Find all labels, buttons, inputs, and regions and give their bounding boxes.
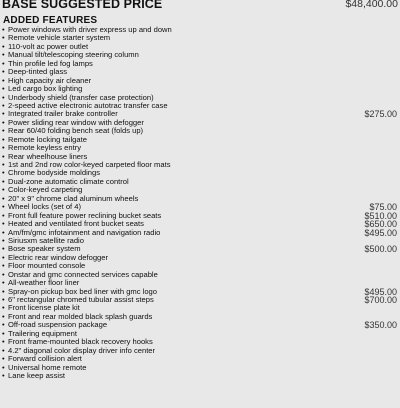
feature-name: Heated and ventilated front bucket seats <box>8 219 144 229</box>
bullet-icon: • <box>2 33 5 43</box>
feature-name: Power sliding rear window with defogger <box>8 117 144 127</box>
feature-name: Remote vehicle starter system <box>8 33 111 43</box>
bullet-icon: • <box>2 354 5 364</box>
feature-price: $650.00 <box>364 219 397 230</box>
feature-price: $350.00 <box>364 320 397 331</box>
added-features-heading: ADDED FEATURES <box>3 15 98 26</box>
feature-name: Power windows with driver express up and down <box>8 25 172 34</box>
feature-name: Rear 60/40 folding bench seat (folds up) <box>8 126 144 136</box>
bullet-icon: • <box>2 41 5 51</box>
base-price-header <box>0 0 400 14</box>
bullet-icon: • <box>2 269 5 279</box>
feature-price: $275.00 <box>364 109 397 120</box>
bullet-icon: • <box>2 176 5 186</box>
feature-name: Chrome bodyside moldings <box>8 168 101 178</box>
bullet-icon: • <box>2 345 5 355</box>
feature-list <box>2 26 398 380</box>
feature-name: Floor mounted console <box>8 261 86 271</box>
feature-price: $495.00 <box>364 286 397 297</box>
feature-name: Underbody shield (transfer case protection) <box>8 92 154 102</box>
bullet-icon: • <box>2 58 5 68</box>
feature-name: Front full feature power reclining bucket seats <box>8 210 162 220</box>
feature-name: Onstar and gmc connected services capable <box>8 269 158 279</box>
base-price-title: BASE SUGGESTED PRICE <box>2 0 163 11</box>
feature-name: Lane keep assist <box>8 370 65 380</box>
bullet-icon: • <box>2 320 5 330</box>
bullet-icon: • <box>2 235 5 245</box>
bullet-icon: • <box>2 160 5 169</box>
feature-name: Universal home remote <box>8 362 87 372</box>
feature-price: $495.00 <box>364 227 397 238</box>
base-price-value: $48,400.00 <box>345 0 398 10</box>
feature-name: 4.2" diagonal color display driver info center <box>8 345 156 355</box>
feature-name: 20" x 9" chrome clad aluminum wheels <box>8 193 139 203</box>
bullet-icon: • <box>2 261 5 271</box>
bullet-icon: • <box>2 337 5 347</box>
feature-name: Remote keyless entry <box>8 143 82 153</box>
feature-name: 2-speed active electronic autotrac transfer case <box>8 100 168 110</box>
bullet-icon: • <box>2 278 5 288</box>
feature-name: Dual-zone automatic climate control <box>8 176 129 186</box>
bullet-icon: • <box>2 202 5 212</box>
feature-price: $700.00 <box>364 295 397 305</box>
bullet-icon: • <box>2 185 5 195</box>
bullet-icon: • <box>2 134 5 144</box>
bullet-icon: • <box>2 75 5 85</box>
feature-price: $75.00 <box>369 202 397 213</box>
feature-name: Thin profile led fog lamps <box>8 58 93 68</box>
feature-name: Rear wheelhouse liners <box>8 151 88 161</box>
bullet-icon: • <box>2 100 5 110</box>
feature-name: Bose speaker system <box>8 244 81 254</box>
bullet-icon: • <box>2 143 5 153</box>
bullet-icon: • <box>2 219 5 229</box>
feature-name: Am/fm/gmc infotainment and navigation radio <box>8 227 161 237</box>
feature-name: Electric rear window defogger <box>8 252 109 262</box>
bullet-icon: • <box>2 84 5 94</box>
feature-price: $510.00 <box>364 210 397 221</box>
bullet-icon: • <box>2 328 5 338</box>
bullet-icon: • <box>2 370 5 380</box>
feature-name: High capacity air cleaner <box>8 75 92 85</box>
feature-price: $500.00 <box>364 244 397 255</box>
feature-name: Integrated trailer brake controller <box>8 109 118 119</box>
bullet-icon: • <box>2 286 5 296</box>
feature-name: Trailering equipment <box>8 328 77 338</box>
bullet-icon: • <box>2 25 5 34</box>
bullet-icon: • <box>2 117 5 127</box>
feature-name: 6" rectangular chromed tubular assist steps <box>8 295 154 304</box>
feature-name: Spray-on pickup box bed liner with gmc logo <box>8 286 158 296</box>
bullet-icon: • <box>2 295 5 304</box>
feature-name: 1st and 2nd row color-keyed carpeted floor mats <box>8 160 171 169</box>
bullet-icon: • <box>2 227 5 237</box>
feature-name: Wheel locks (set of 4) <box>8 202 82 212</box>
feature-row <box>2 372 398 380</box>
feature-name: Remote locking tailgate <box>8 134 87 144</box>
bullet-icon: • <box>2 193 5 203</box>
bullet-icon: • <box>2 311 5 321</box>
bullet-icon: • <box>2 244 5 254</box>
bullet-icon: • <box>2 67 5 77</box>
bullet-icon: • <box>2 50 5 60</box>
bullet-icon: • <box>2 252 5 262</box>
feature-name: Deep-tinted glass <box>8 67 68 77</box>
feature-name: Front license plate kit <box>8 303 80 313</box>
bullet-icon: • <box>2 109 5 119</box>
feature-name: Manual tilt/telescoping steering column <box>8 50 139 60</box>
feature-name: 110-volt ac power outlet <box>8 41 89 51</box>
feature-name: All-weather floor liner <box>8 278 80 288</box>
bullet-icon: • <box>2 362 5 372</box>
bullet-icon: • <box>2 168 5 178</box>
feature-name: Color-keyed carpeting <box>8 185 83 195</box>
bullet-icon: • <box>2 210 5 220</box>
feature-name: Front frame-mounted black recovery hooks <box>8 337 153 347</box>
feature-name: Led cargo box lighting <box>8 84 83 94</box>
bullet-icon: • <box>2 151 5 161</box>
bullet-icon: • <box>2 92 5 102</box>
feature-name: Forward collision alert <box>8 354 82 364</box>
bullet-icon: • <box>2 303 5 313</box>
bullet-icon: • <box>2 126 5 136</box>
feature-name: Siriusxm satellite radio <box>8 235 84 245</box>
feature-name: Front and rear molded black splash guards <box>8 311 153 321</box>
feature-name: Off-road suspension package <box>8 320 108 330</box>
